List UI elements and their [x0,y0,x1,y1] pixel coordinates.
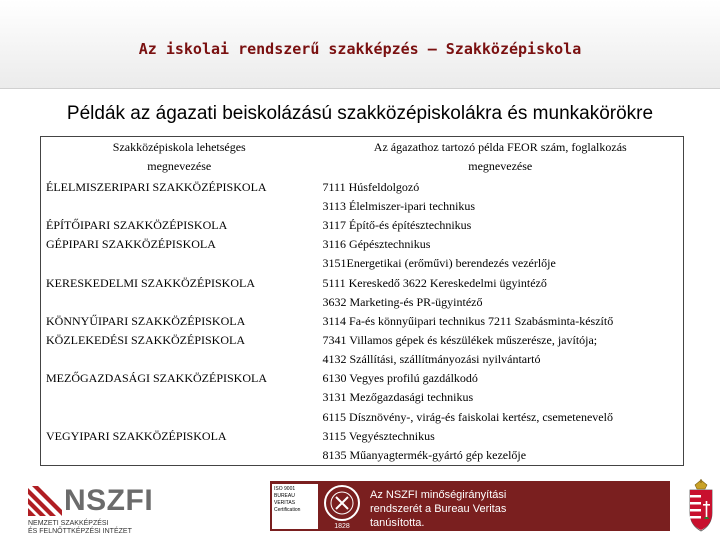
jobs-cell: 3114 Fa-és könnyűipari technikus 7211 Szabásminta-készítő [322,313,614,328]
nszfi-logo [28,486,188,534]
column-header-jobs: Az ágazathoz tartozó példa FEOR szám, foglalkozás megnevezése [373,140,627,174]
school-cell: KERESKEDELMI SZAKKÖZÉPISKOLA [46,275,255,290]
table-row [41,331,684,369]
school-cell: ÉPÍTŐIPARI SZAKKÖZÉPISKOLA [46,218,228,233]
bureau-veritas-badge: ISO 9001 BUREAU VERITAS Certification [272,484,318,529]
table-row [41,369,684,426]
school-cell: KÖZLEKEDÉSI SZAKKÖZÉPISKOLA [46,333,245,348]
certification-text: Az NSZFI minőségirányítási rendszerét a Bureau Veritas tanúsította. [370,489,507,529]
jobs-cell: 3116 Gépésztechnikus 3151Energetikai (erőművi) berendezés vezérlője [322,237,556,271]
bureau-veritas-stamp-icon [322,481,362,531]
jobs-cell: 5111 Kereskedő 3622 Kereskedelmi ügyintéző 3632 Marketing-és PR-ügyintéző [322,275,547,309]
school-cell: ÉLELMISZERIPARI SZAKKÖZÉPISKOLA [46,180,267,194]
table-row [41,312,684,331]
column-header-school: Szakközépiskola lehetséges megnevezése [112,140,246,174]
logo-name: NSZFI [64,484,154,517]
school-cell: MEZŐGAZDASÁGI SZAKKÖZÉPISKOLA [46,371,267,386]
school-cell: GÉPIPARI SZAKKÖZÉPISKOLA [46,237,216,252]
table-header-row [41,137,684,179]
jobs-cell: 3115 Vegyésztechnikus 8135 Műanyagtermék-gyártó gép kezelője [322,428,527,462]
jobs-cell: 7111 Húsfeldolgozó 3113 Élelmiszer-ipari technikus [322,180,476,214]
table-row [41,274,684,312]
school-jobs-table [40,136,684,466]
jobs-cell: 3117 Építő-és építésztechnikus [322,218,472,233]
nszfi-mark-icon [28,486,62,516]
table-row [41,178,684,216]
stamp-year: 1828 [334,523,350,530]
slide-title: Az iskolai rendszerű szakképzés – Szakközépiskola [138,40,582,58]
table-row [41,216,684,235]
table-row [41,235,684,273]
school-cell: VEGYIPARI SZAKKÖZÉPISKOLA [46,428,227,443]
logo-subtitle: NEMZETI SZAKKÉPZÉSI ÉS FELNŐTTKÉPZÉSI INTÉZET [28,520,132,535]
slide-subtitle: Példák az ágazati beiskolázású szakközépiskolákra és munkakörökre [66,103,654,124]
jobs-cell: 7341 Villamos gépek és készülékek műszerésze, javítója; 4132 Szállítási, szállítmányozási nyilvántartó [322,333,598,367]
jobs-cell: 6130 Vegyes profilú gazdálkodó 3131 Mezőgazdasági technikus 6115 Dísznövény-, virág-és faiskolai kertész, csemetenevelő [322,371,613,424]
hungarian-crest-icon [686,479,716,533]
school-cell: KÖNNYŰIPARI SZAKKÖZÉPISKOLA [46,313,246,328]
table-row [41,427,684,466]
